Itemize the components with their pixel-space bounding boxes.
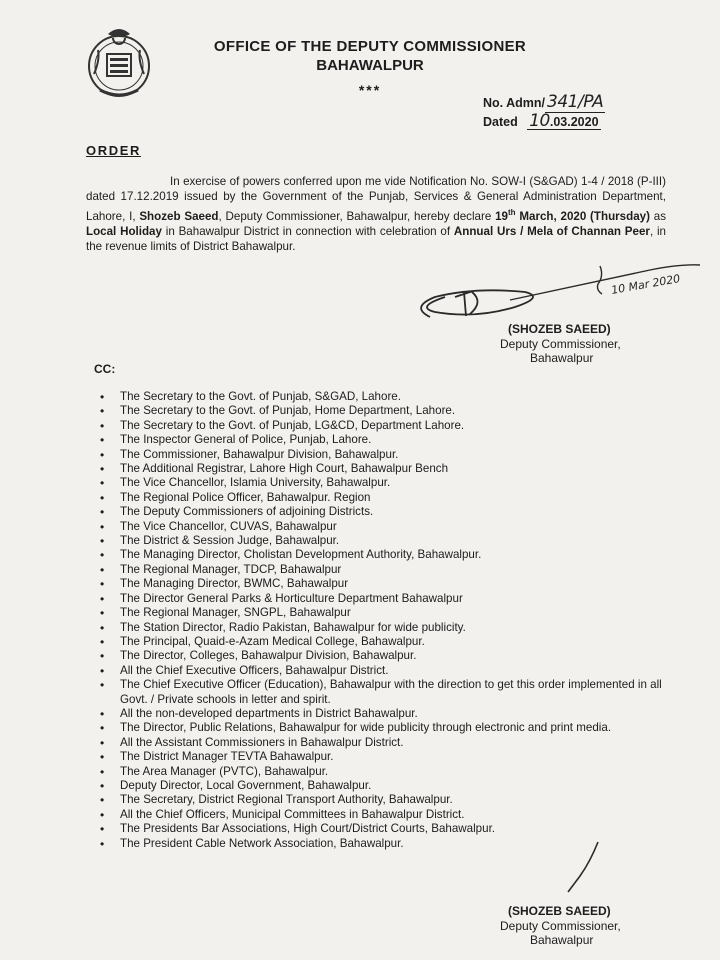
signature-block-top (500, 322, 621, 366)
holiday-date-suffix: th (508, 207, 516, 217)
cc-recipient-item: • All the Chief Executive Officers, Bahawalpur District. (104, 664, 684, 678)
office-city: BAHAWALPUR (316, 57, 424, 74)
signatory-name: (SHOZEB SAEED) (508, 322, 611, 336)
holiday-date-rest: March, 2020 (Thursday) (515, 209, 650, 223)
cc-recipient-item: • All the Assistant Commissioners in Bahawalpur District. (104, 736, 684, 750)
cc-recipient-list (104, 390, 684, 851)
order-text-2: , Deputy Commissioner, Bahawalpur, hereby declare (218, 209, 496, 223)
header-stars: *** (358, 82, 382, 98)
cc-recipient-item: • The Managing Director, Cholistan Development Authority, Bahawalpur. (104, 548, 684, 562)
holiday-date-day: 19 (495, 209, 508, 223)
cc-recipient-item: • The Additional Registrar, Lahore High Court, Bahawalpur Bench (104, 462, 684, 476)
signatory-designation: Deputy Commissioner, (500, 336, 621, 351)
cc-recipient-item: • The Managing Director, BWMC, Bahawalpur (104, 577, 684, 591)
cc-recipient-item: • All the Chief Officers, Municipal Committees in Bahawalpur District. (104, 808, 684, 822)
cc-recipient-item: • The Principal, Quaid-e-Azam Medical College, Bahawalpur. (104, 635, 684, 649)
signature-block-bottom (500, 904, 621, 948)
cc-recipient-item: • The District Manager TEVTA Bahawalpur. (104, 750, 684, 764)
cc-recipient-item: • The Vice Chancellor, CUVAS, Bahawalpur (104, 520, 684, 534)
cc-recipient-item: • All the non-developed departments in District Bahawalpur. (104, 707, 684, 721)
cc-recipient-item: • The Regional Manager, SNGPL, Bahawalpur (104, 606, 684, 620)
cc-recipient-item: • The President Cable Network Association, Bahawalpur. (104, 837, 684, 851)
signatory-place: Bahawalpur (530, 351, 594, 365)
cc-recipient-item: • The Secretary, District Regional Transport Authority, Bahawalpur. (104, 793, 684, 807)
cc-recipient-item: • The Regional Manager, TDCP, Bahawalpur (104, 563, 684, 577)
cc-recipient-item: • The Presidents Bar Associations, High Court/District Courts, Bahawalpur. (104, 822, 684, 836)
cc-recipient-item: • The Vice Chancellor, Islamia University, Bahawalpur. (104, 476, 684, 490)
cc-recipient-item: • The Inspector General of Police, Punjab, Lahore. (104, 433, 684, 447)
handwritten-date: 10 Mar 2020 (610, 272, 682, 297)
event-name: Annual Urs / Mela of Channan Peer (453, 225, 650, 239)
cc-recipient-item: • The Deputy Commissioners of adjoining Districts. (104, 505, 684, 519)
order-text-1: In exercise of powers conferred upon me vide Notification No. SOW-I (S&GAD) 1-4 / 2018 (P-III) dated 17.12.2019 issued by the Government of the Punjab, Services & General Administration Department, Lahore, I, (86, 175, 666, 223)
cc-recipient-item: • The Commissioner, Bahawalpur Division, Bahawalpur. (104, 448, 684, 462)
cc-recipient-item: • The Area Manager (PVTC), Bahawalpur. (104, 765, 684, 779)
signatory-designation-bottom: Deputy Commissioner, (500, 918, 621, 933)
cc-recipient-item: • The Station Director, Radio Pakistan, Bahawalpur for wide publicity. (104, 621, 684, 635)
order-name: Shozeb Saeed (139, 209, 219, 223)
cc-recipient-item: • The Secretary to the Govt. of Punjab, S&GAD, Lahore. (104, 390, 684, 404)
letterhead (170, 38, 570, 98)
order-text-4: in Bahawalpur District in connection with celebration of (161, 225, 454, 239)
cc-recipient-item: • The Director, Public Relations, Bahawalpur for wide publicity through electronic and print media. (104, 721, 684, 735)
cc-recipient-item: • The Regional Police Officer, Bahawalpur. Region (104, 491, 684, 505)
reference-block (483, 93, 605, 131)
order-text-3: as (649, 209, 666, 223)
ref-dated-day-handwritten: 10 (529, 111, 550, 131)
order-text-5: , in the revenue limits of District Bahawalpur. (86, 225, 666, 254)
ref-number-handwritten: 341/PA (547, 92, 604, 112)
ref-dated-rest: .03.2020 (549, 115, 599, 129)
cc-recipient-item: • The Secretary to the Govt. of Punjab, LG&CD, Department Lahore. (104, 419, 684, 433)
order-body (86, 174, 666, 255)
cc-recipient-item: • The Secretary to the Govt. of Punjab, Home Department, Lahore. (104, 404, 684, 418)
cc-label: CC: (94, 362, 116, 376)
office-title: OFFICE OF THE DEPUTY COMMISSIONER (213, 38, 527, 55)
government-seal-emblem (80, 24, 158, 102)
cc-recipient-item: • The Director, Colleges, Bahawalpur Division, Bahawalpur. (104, 649, 684, 663)
cc-recipient-item: • The Director General Parks & Horticulture Department Bahawalpur (104, 592, 684, 606)
signatory-name-bottom: (SHOZEB SAEED) (508, 904, 611, 918)
holiday-type: Local Holiday (86, 225, 162, 239)
signatory-place-bottom: Bahawalpur (530, 933, 594, 947)
handwritten-signature-bottom (558, 838, 608, 898)
cc-recipient-item: • The District & Session Judge, Bahawalpur. (104, 534, 684, 548)
ref-number-label: No. Admn/ (483, 96, 546, 110)
cc-recipient-item: • Deputy Director, Local Government, Bahawalpur. (104, 779, 684, 793)
cc-recipient-item: • The Chief Executive Officer (Education), Bahawalpur with the direction to get this order implemented in all Govt. / Private schools in letter and spirit. (104, 678, 684, 707)
ref-dated-label: Dated (483, 115, 518, 129)
order-heading: ORDER (86, 143, 141, 158)
